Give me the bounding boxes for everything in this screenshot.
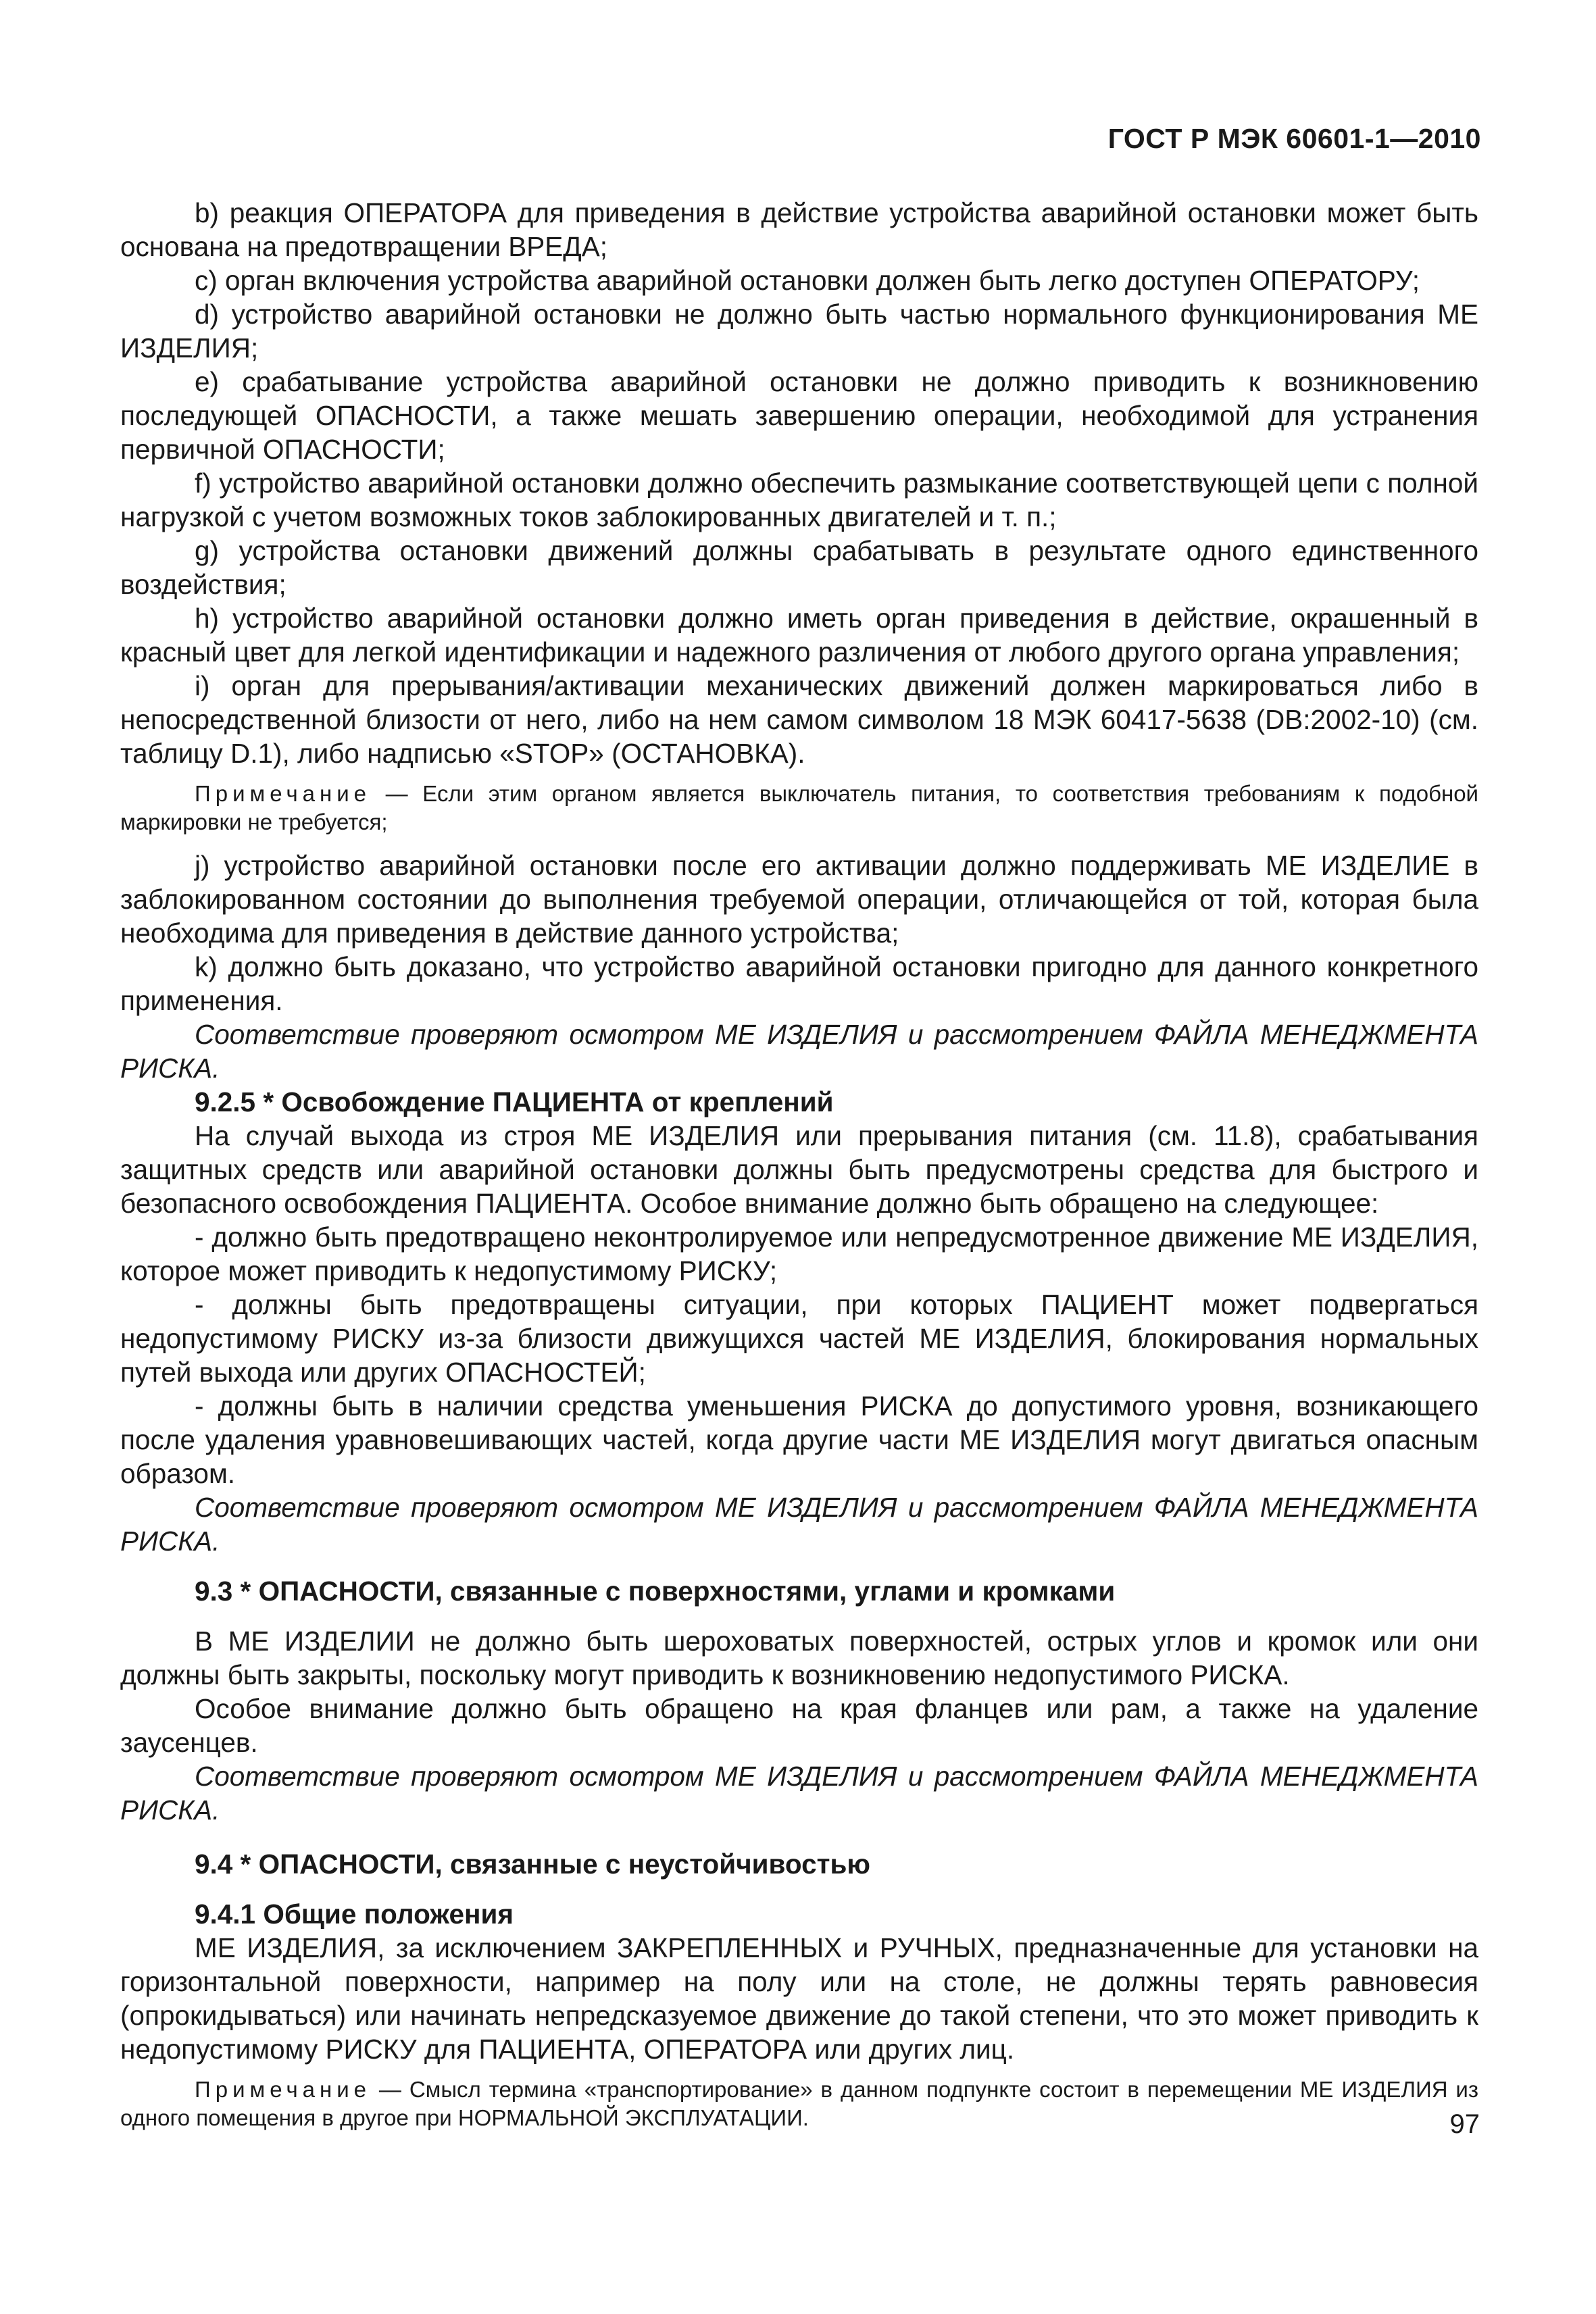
section-9-3-paragraph-2: Особое внимание должно быть обращено на края фланцев или рам, а также на удаление заусенцев.: [120, 1693, 1478, 1758]
note-2: [120, 2076, 1478, 2132]
item-g: g) устройства остановки движений должны срабатывать в результате одного единственного воздействия;: [120, 535, 1478, 600]
section-9-4-title: 9.4 * ОПАСНОСТИ, связанные с неустойчивостью: [195, 1848, 870, 1880]
page-number: 97: [1449, 2109, 1480, 2139]
section-9-3-paragraph-1: В МЕ ИЗДЕЛИИ не должно быть шероховатых поверхностей, острых углов и кромок или они должны быть закрыты, поскольку могут приводить к возникновению недопустимого РИСКА.: [120, 1626, 1478, 1690]
section-9-3-title: 9.3 * ОПАСНОСТИ, связанные с поверхностями, углами и кромками: [195, 1576, 1116, 1607]
note-1-label: Примечание: [195, 781, 372, 806]
item-j: j) устройство аварийной остановки после его активации должно поддерживать МЕ ИЗДЕЛИЕ в заблокированном состоянии до выполнения требуемой операции, отличающейся от той, которая была необходима для приведения в действие данного устройства;: [120, 850, 1478, 949]
item-c: c) орган включения устройства аварийной остановки должен быть легко доступен ОПЕРАТОРУ;: [195, 265, 1420, 296]
item-i: i) орган для прерывания/активации механических движений должен маркироваться либо в непосредственной близости от него, либо на нем самом символом 18 МЭК 60417-5638 (DB:2002-10) (см. таблицу D.1), либо надписью «STOP» (ОСТАНОВКА).: [120, 670, 1478, 769]
item-b: b) реакция ОПЕРАТОРА для приведения в действие устройства аварийной остановки может быть основана на предотвращении ВРЕДА;: [120, 197, 1478, 262]
item-f: f) устройство аварийной остановки должно обеспечить размыкание соответствующей цепи с полной нагрузкой с учетом возможных токов заблокированных двигателей и т. п.;: [120, 468, 1478, 532]
compliance-statement-3: Соответствие проверяют осмотром МЕ ИЗДЕЛИЯ и рассмотрением ФАЙЛА МЕНЕДЖМЕНТА РИСКА.: [120, 1761, 1478, 1826]
section-9-2-5-bullet-3: - должны быть в наличии средства уменьшения РИСКА до допустимого уровня, возникающего после удаления уравновешивающих частей, когда другие части МЕ ИЗДЕЛИЯ могут двигаться опасным образом.: [120, 1390, 1478, 1489]
section-9-2-5-bullet-1: - должно быть предотвращено неконтролируемое или непредусмотренное движение МЕ ИЗДЕЛИЯ, которое может приводить к недопустимому РИСКУ;: [120, 1222, 1478, 1286]
note-2-label: Примечание: [195, 2077, 372, 2102]
item-h: h) устройство аварийной остановки должно иметь орган приведения в действие, окрашенный в красный цвет для легкой идентификации и надежного различения от любого другого органа управления;: [120, 603, 1478, 668]
note-1-text: — Если этим органом является выключатель питания, то соответствия требованиям к подобной маркировки не требуется;: [120, 781, 1478, 834]
note-2-text: — Смысл термина «транспортирование» в данном подпункте состоит в перемещении МЕ ИЗДЕЛИЯ из одного помещения в другое при НОРМАЛЬНОЙ ЭКСПЛУАТАЦИИ.: [120, 2077, 1478, 2130]
section-9-4-1-paragraph: МЕ ИЗДЕЛИЯ, за исключением ЗАКРЕПЛЕННЫХ и РУЧНЫХ, предназначенные для установки на горизонтальной поверхности, например на полу или на столе, не должны терять равновесия (опрокидываться) или начинать непредсказуемое движение до такой степени, что это может приводить к недопустимому РИСКУ для ПАЦИЕНТА, ОПЕРАТОРА или других лиц.: [120, 1932, 1478, 2065]
note-1: [120, 780, 1478, 836]
section-9-2-5-title: 9.2.5 * Освобождение ПАЦИЕНТА от креплений: [195, 1086, 834, 1117]
item-k: k) должно быть доказано, что устройство аварийной остановки пригодно для данного конкретного применения.: [120, 951, 1478, 1016]
item-d: d) устройство аварийной остановки не должно быть частью нормального функционирования МЕ ИЗДЕЛИЯ;: [120, 299, 1478, 363]
section-9-2-5-bullet-2: - должны быть предотвращены ситуации, при которых ПАЦИЕНТ может подвергаться недопустимому РИСКУ из-за близости движущихся частей МЕ ИЗДЕЛИЯ, блокирования нормальных путей выхода или других ОПАСНОСТЕЙ;: [120, 1289, 1478, 1388]
section-9-4-1-title: 9.4.1 Общие положения: [195, 1898, 514, 1930]
section-9-2-5-intro: На случай выхода из строя МЕ ИЗДЕЛИЯ или прерывания питания (см. 11.8), срабатывания защитных средств или аварийной остановки должны быть предусмотрены средства для быстрого и безопасного освобождения ПАЦИЕНТА. Особое внимание должно быть обращено на следующее:: [120, 1120, 1478, 1219]
item-e: e) срабатывание устройства аварийной остановки не должно приводить к возникновению последующей ОПАСНОСТИ, а также мешать завершению операции, необходимой для устранения первичной ОПАСНОСТИ;: [120, 366, 1478, 465]
standard-header: ГОСТ Р МЭК 60601-1—2010: [1107, 123, 1481, 154]
page-content: [120, 196, 1478, 2144]
compliance-statement-2: Соответствие проверяют осмотром МЕ ИЗДЕЛИЯ и рассмотрением ФАЙЛА МЕНЕДЖМЕНТА РИСКА.: [120, 1492, 1478, 1557]
compliance-statement-1: Соответствие проверяют осмотром МЕ ИЗДЕЛИЯ и рассмотрением ФАЙЛА МЕНЕДЖМЕНТА РИСКА.: [120, 1019, 1478, 1084]
